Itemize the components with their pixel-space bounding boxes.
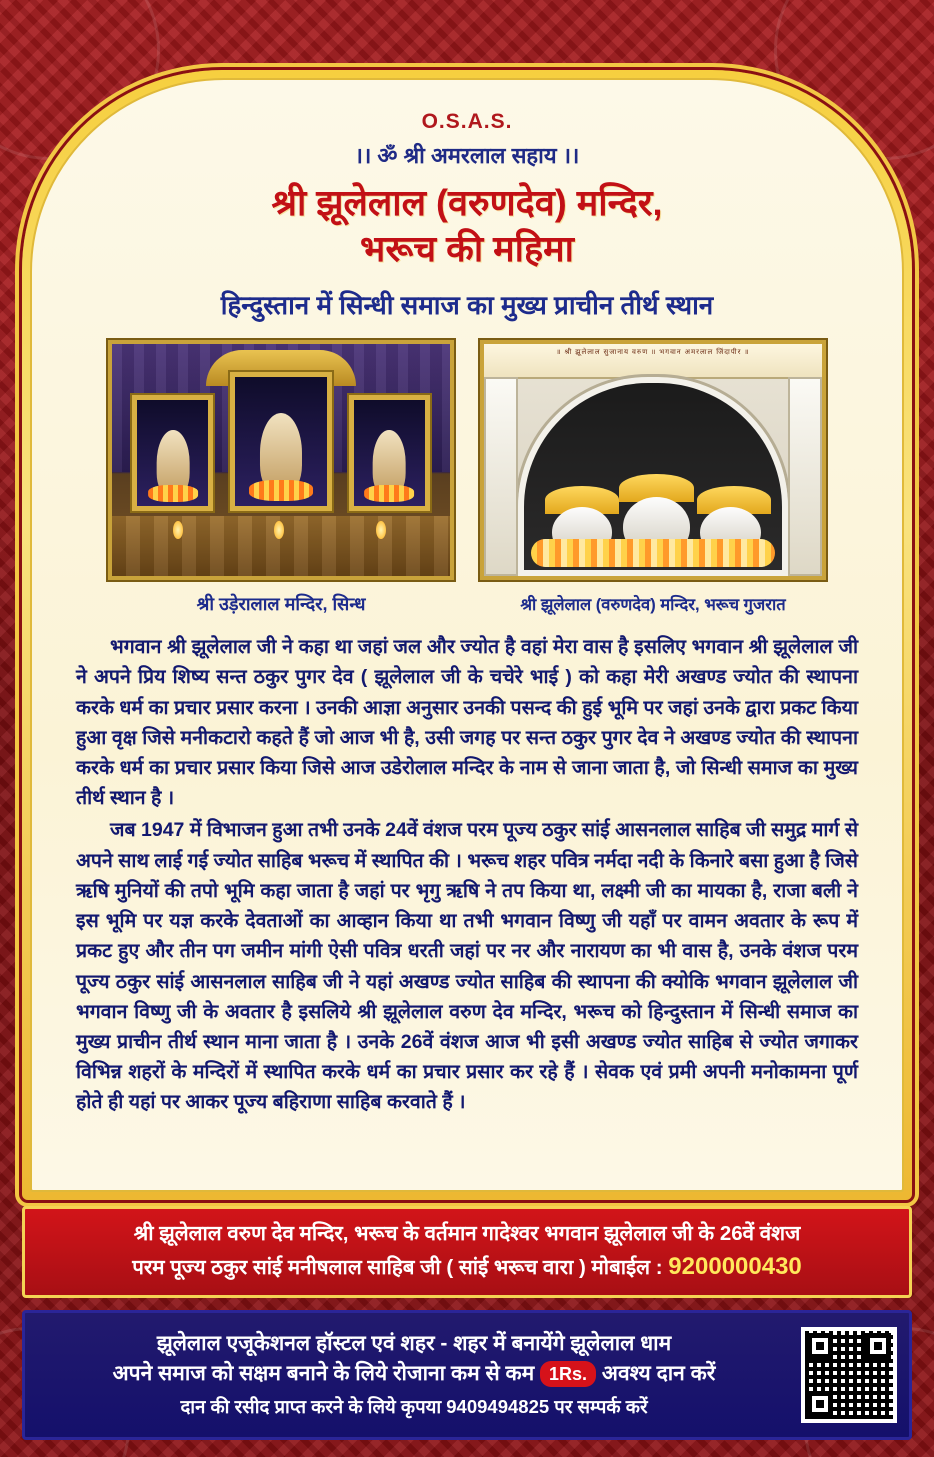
photo-gallery <box>58 340 876 616</box>
article-paragraph-2: जब 1947 में विभाजन हुआ तभी उनके 24वें वंशज परम पूज्य ठ‌कुर सांई आसनलाल साहिब जी समुद्र मार्ग से अपने साथ लाई गई ज्योत साहिब भरूच में स्थापित की । भरूच शहर पवित्र नर्मदा नदी के किनारे बसा हुआ है जिसे ऋषि मुनियों की तपो भूमि कहा जाता है जहां पर भृगु ऋषि ने तप किया था, लक्ष्मी जी का मायका है, राजा बली ने इस भूमि पर यज्ञ करके देवताओं का आव्हान किया था तभी भगवान विष्णु जी यहाँ पर वामन अवतार के रूप में प्रकट हुए और तीन पग जमीन मांगी ऐसी पवित्र धरती जहां पर नर और नारायण का भी वास है, उनके वंशज परम पूज्य ठ‌कुर सांई आसनलाल साहिब जी ने यहां अखण्ड ज्योत साहिब की स्थापना की क्योकि भगवान झूलेलाल जी भगवान विष्णु जी के अवतार है इसलिये श्री झूलेलाल वरुण देव मन्दिर, भरूच को हिन्दुस्तान में सिन्धी समाज का मुख्य प्राचीन तीर्थ स्थान माना जाता है । उनके 26वें वंशज आज भी इसी अखण्ड ज्योत साहिब से ज्योत जगाकर विभिन्न शहरों के मन्दिरों में स्थापित करके धर्म का प्रचार प्रसार कर रहे हैं । सेवक एवं प्रमी अपनी मनोकामना पूर्ण होते ही यहां पर आकर पूज्य बहिराणा साहिब करवाते हैं । <box>76 819 858 1114</box>
page-subtitle: हिन्दुस्तान में सिन्धी समाज का मुख्य प्राचीन तीर्थ स्थान <box>220 290 714 321</box>
photo-block-right <box>480 340 826 616</box>
invocation-line: ।। ॐ श्री अमरलाल सहाय ।। <box>354 143 580 168</box>
page-title-line2: भरूच की महिमा <box>360 228 574 270</box>
article-paragraph-1: भगवान श्री झूलेलाल जी ने कहा था जहां जल और ज्योत है वहां मेरा वास है इसलिए भगवान श्री झूलेलाल जी ने अपने प्रिय शिष्य सन्त ठ‌कुर पुगर देव ( झूलेलाल जी के चचेरे भाई ) को कहा मेरी अखण्ड ज्योत की स्थापना करके धर्म का प्रचार प्रसार करना । उनकी आज्ञा अनुसार उनकी पसन्द की हुई भूमि पर जहां उनके द्वारा प्रकट किया हुआ वृक्ष जिसे मनीकटारो कहते हैं जो आज भी है, उसी जगह पर सन्त ठ‌कुर पुगर देव ने अखण्ड ज्योत की स्थापना करके धर्म का प्रचार प्रसार किया जिसे आज उडेरोलाल मन्दिर के नाम से जाना जाता है, जो सिन्धी समाज का मुख्य तीर्थ स्थान है । <box>76 636 858 810</box>
contact-phone-number[interactable]: 9200000430 <box>668 1253 802 1281</box>
qr-code[interactable] <box>801 1327 897 1423</box>
photo-caption-left: श्री उड़ेरालाल मन्दिर, सिन्ध <box>196 594 366 615</box>
donation-band <box>22 1310 912 1440</box>
page-title-line1: श्री झूलेलाल (वरुणदेव) मन्दिर, <box>271 182 663 223</box>
contact-line-2 <box>132 1249 802 1285</box>
arch-cream-body <box>30 78 904 1192</box>
main-arch-panel <box>22 70 912 1200</box>
page-title <box>58 180 876 272</box>
donation-band-text <box>37 1329 791 1421</box>
photo-caption-right: श्री झूलेलाल (वरुणदेव) मन्दिर, भरूच गुजरात <box>520 596 786 615</box>
donation-line-2-after: अवश्य दान करें <box>601 1362 716 1386</box>
donation-line-2-before: अपने समाज को सक्षम बनाने के लिये रोजाना कम से कम <box>112 1362 535 1386</box>
organization-name: O.S.A.S. <box>421 110 513 133</box>
temple-interior-illustration <box>112 344 450 576</box>
jhulelal-bharuch-temple-photo <box>480 340 826 580</box>
photo-block-left <box>108 340 454 616</box>
poster-content <box>32 80 902 1120</box>
contact-line-1: श्री झूलेलाल वरुण देव मन्दिर, भरूच के वर्तमान गादेश्वर भगवान झूलेलाल जी के 26वें वंशज <box>133 1221 801 1245</box>
donation-line-2 <box>37 1359 791 1389</box>
contact-band <box>22 1206 912 1298</box>
contact-band-text <box>132 1219 802 1286</box>
article-body <box>58 632 876 1118</box>
donation-line-1: झूलेलाल एजूकेशनल हॉस्टल एवं शहर - शहर में बनायेंगे झूलेलाल धाम <box>156 1331 672 1355</box>
donation-receipt-line: दान की रसीद प्राप्त करने के लिये कृपया 9409494825 पर सम्पर्क करें <box>180 1395 648 1417</box>
contact-line-2-text: परम पूज्य ठ‌कुर सांई मनीषलाल साहिब जी ( सांई भरूच वारा ) मोबाईल : <box>132 1256 663 1280</box>
white-arch-shrine-illustration: ॥ श्री झूलेलाल सुजानाय वरुण ॥ भगवान अमरलाल जिंदापीर ॥ <box>484 344 822 576</box>
donation-amount-badge: 1Rs. <box>540 1361 596 1387</box>
udderolal-temple-photo <box>108 340 454 580</box>
